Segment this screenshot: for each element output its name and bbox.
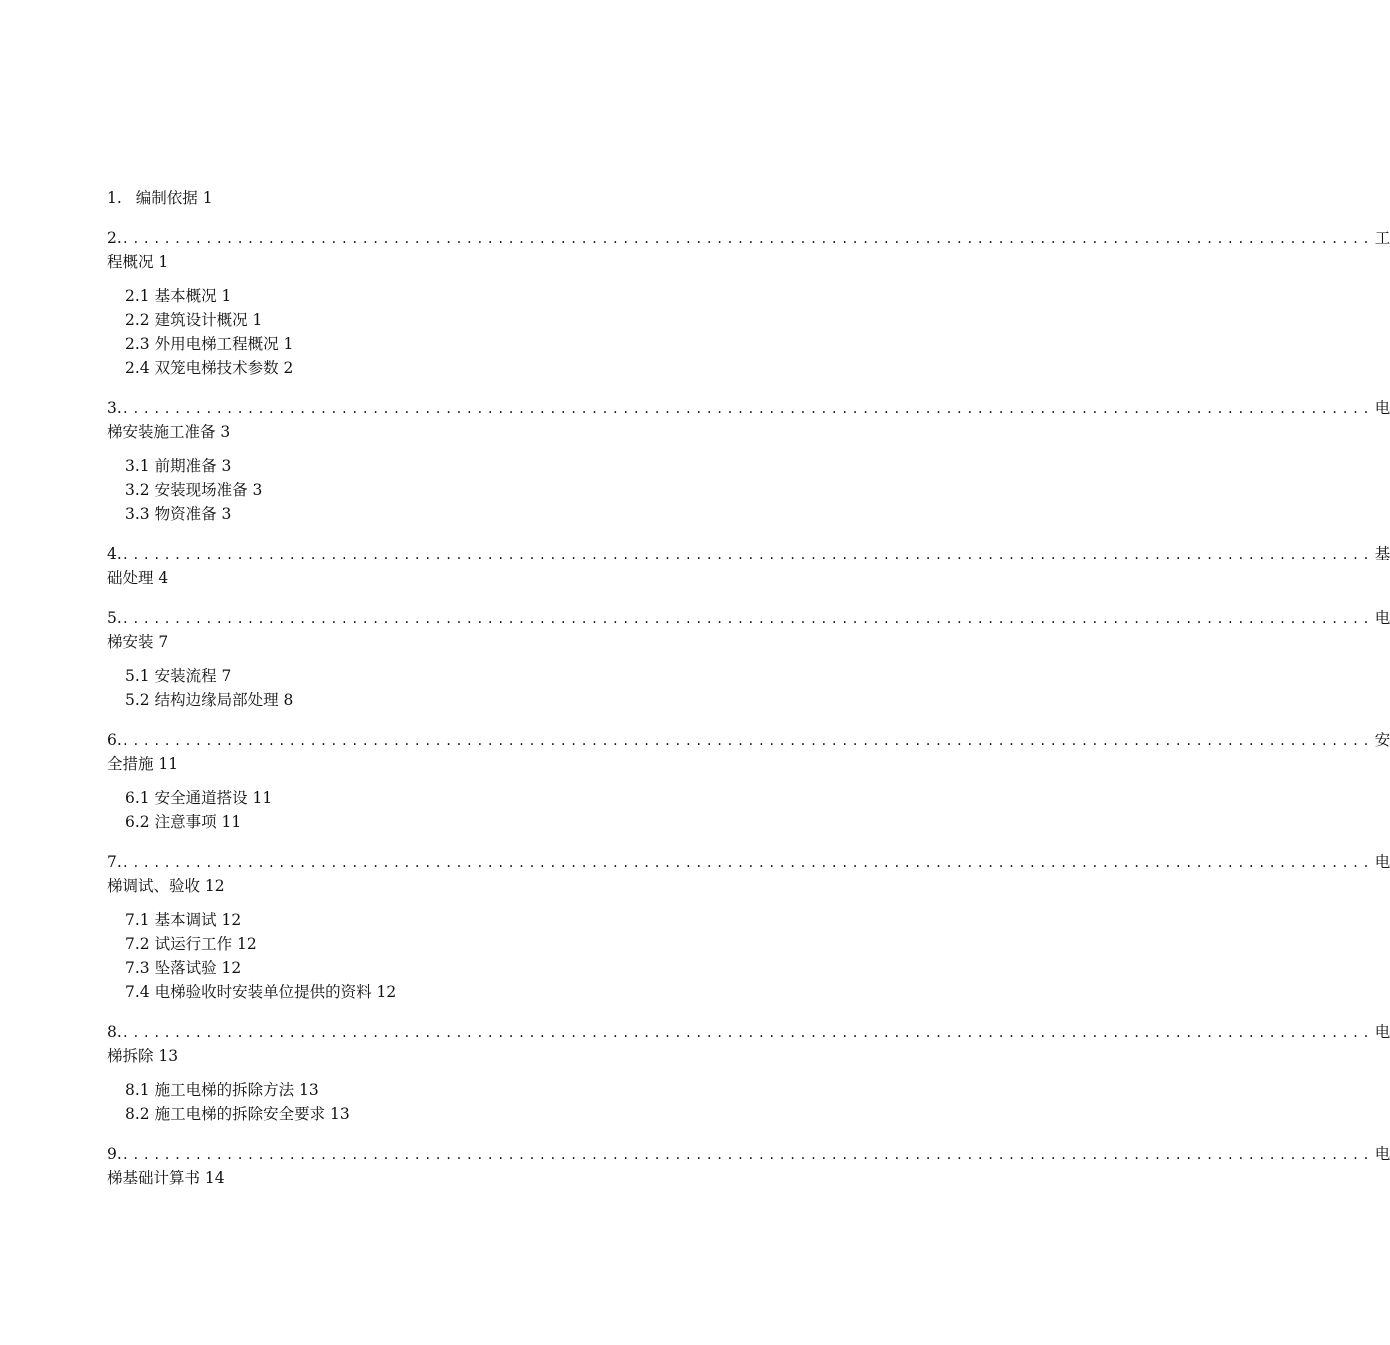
toc-subsection-item[interactable]: 3.3 物资准备 3: [125, 505, 232, 523]
toc-section-title-rest[interactable]: 全措施 11: [107, 755, 179, 773]
toc-section-title-start: 工: [1374, 229, 1390, 247]
toc-dot-leader: ........................................................................................................................: [121, 734, 1373, 748]
toc-subsection-item[interactable]: 6.2 注意事项 11: [125, 813, 242, 831]
toc-section-title-start: 安: [1374, 731, 1390, 749]
toc-section-heading[interactable]: [107, 542, 1390, 566]
toc-section: [107, 226, 1390, 380]
toc-section-number: 1.: [107, 189, 122, 207]
toc-section-title-rest[interactable]: 程概况 1: [107, 253, 169, 271]
toc-subsection-item[interactable]: 8.1 施工电梯的拆除方法 13: [125, 1081, 319, 1099]
toc-subsection-item[interactable]: 5.2 结构边缘局部处理 8: [125, 691, 294, 709]
toc-section: [107, 728, 1390, 834]
toc-subsection-list: [107, 284, 838, 380]
table-of-contents: [107, 186, 1390, 1190]
toc-subsection-item[interactable]: 3.2 安装现场准备 3: [125, 481, 263, 499]
toc-section-title-start: 电: [1374, 399, 1390, 417]
toc-section-title: 编制依据 1: [135, 189, 213, 207]
toc-section-number: 6.: [107, 731, 122, 749]
toc-section-heading[interactable]: [107, 606, 1390, 630]
toc-section-title-rest[interactable]: 础处理 4: [107, 569, 169, 587]
toc-section-heading[interactable]: [107, 1020, 1390, 1044]
toc-subsection-item[interactable]: 5.1 安装流程 7: [125, 667, 232, 685]
toc-section-number: 3.: [107, 399, 122, 417]
toc-section-title-rest[interactable]: 梯安装施工准备 3: [107, 423, 231, 441]
toc-section: [107, 1020, 1390, 1126]
toc-section-title-start: 电: [1374, 609, 1390, 627]
toc-subsection-item[interactable]: 6.1 安全通道搭设 11: [125, 789, 273, 807]
toc-section-number: 4.: [107, 545, 122, 563]
toc-section-number: 7.: [107, 853, 122, 871]
toc-section: [107, 186, 838, 210]
toc-dot-leader: ........................................................................................................................: [121, 856, 1373, 870]
toc-section-title-rest[interactable]: 梯调试、验收 12: [107, 877, 225, 895]
toc-section-number: 8.: [107, 1023, 122, 1041]
toc-subsection-item[interactable]: 7.3 坠落试验 12: [125, 959, 242, 977]
toc-section-number: 9.: [107, 1145, 122, 1163]
toc-section-number: 5.: [107, 609, 122, 627]
toc-section-title-start: 电: [1374, 1023, 1390, 1041]
toc-section-heading[interactable]: [107, 728, 1390, 752]
toc-subsection-item[interactable]: 3.1 前期准备 3: [125, 457, 232, 475]
toc-section-title-start: 基: [1374, 545, 1390, 563]
toc-section-heading[interactable]: [107, 850, 1390, 874]
toc-section: [107, 542, 1390, 590]
toc-subsection-item[interactable]: 7.2 试运行工作 12: [125, 935, 257, 953]
toc-subsection-list: [107, 454, 838, 526]
toc-subsection-item[interactable]: 7.1 基本调试 12: [125, 911, 242, 929]
toc-subsection-item[interactable]: 2.3 外用电梯工程概况 1: [125, 335, 294, 353]
toc-subsection-list: [107, 1078, 838, 1126]
toc-section: [107, 606, 1390, 712]
toc-section-title-rest[interactable]: 梯基础计算书 14: [107, 1169, 225, 1187]
toc-dot-leader: ........................................................................................................................: [121, 232, 1373, 246]
toc-section: [107, 1142, 1390, 1190]
toc-subsection-item[interactable]: 2.2 建筑设计概况 1: [125, 311, 263, 329]
toc-dot-leader: ........................................................................................................................: [121, 402, 1373, 416]
toc-section-title-start: 电: [1374, 1145, 1390, 1163]
toc-dot-leader: ........................................................................................................................: [121, 1026, 1373, 1040]
toc-subsection-item[interactable]: 8.2 施工电梯的拆除安全要求 13: [125, 1105, 350, 1123]
toc-subsection-list: [107, 908, 838, 1004]
toc-subsection-item[interactable]: 2.4 双笼电梯技术参数 2: [125, 359, 294, 377]
toc-subsection-item[interactable]: 7.4 电梯验收时安装单位提供的资料 12: [125, 983, 397, 1001]
toc-dot-leader: ........................................................................................................................: [121, 612, 1373, 626]
toc-section: [107, 396, 1390, 526]
toc-dot-leader: ........................................................................................................................: [121, 1148, 1373, 1162]
toc-section-heading[interactable]: [107, 226, 1390, 250]
toc-subsection-list: [107, 786, 838, 834]
toc-subsection-list: [107, 664, 838, 712]
toc-section-heading[interactable]: [107, 396, 1390, 420]
toc-section-title-start: 电: [1374, 853, 1390, 871]
toc-dot-leader: ........................................................................................................................: [121, 548, 1373, 562]
toc-section: [107, 850, 1390, 1004]
toc-section-title-rest[interactable]: 梯安装 7: [107, 633, 169, 651]
toc-section-title-rest[interactable]: 梯拆除 13: [107, 1047, 179, 1065]
toc-section-heading[interactable]: [107, 186, 838, 210]
toc-section-number: 2.: [107, 229, 122, 247]
toc-section-heading[interactable]: [107, 1142, 1390, 1166]
toc-subsection-item[interactable]: 2.1 基本概况 1: [125, 287, 232, 305]
